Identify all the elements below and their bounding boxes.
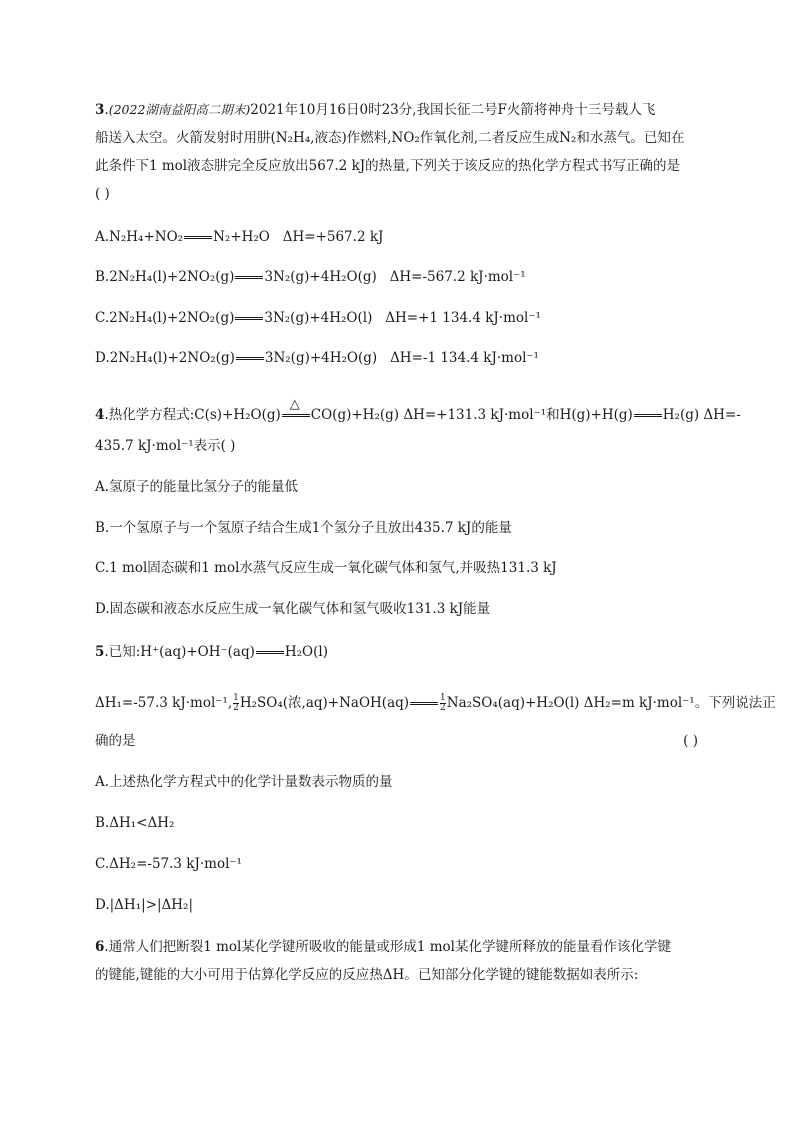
equals-sign-icon: [256, 651, 284, 654]
q3-option-b: [95, 268, 526, 286]
q5-line-2: [95, 694, 776, 713]
q3-option-d-dh: ΔH=-1 134.4 kJ·mol⁻¹: [390, 350, 539, 366]
q6-text-1: .通常人们把断裂1 mol某化学键所吸收的能量或形成1 mol某化学键所释放的能量看作该化学键: [104, 939, 671, 955]
q5-text-2a: ΔH₁=-57.3 kJ·mol⁻¹,: [95, 695, 233, 711]
q3-line-1: 3.(2022湖南益阳高二期末)2021年10月16日0时23分,我国长征二号F火箭将神舟十三号载人飞: [95, 102, 656, 118]
equals-sign-icon: [235, 276, 263, 279]
q4-option-d: D.固态碳和液态水反应生成一氧化碳气体和氢气吸收131.3 kJ能量: [95, 601, 491, 617]
q3-option-d-right: 3N₂(g)+4H₂O(g): [264, 350, 378, 366]
q3-line-3: 此条件下1 mol液态肼完全反应放出567.2 kJ的热量,下列关于该反应的热化学方程式书写正确的是: [95, 158, 680, 174]
q5-text-1b: H₂O(l): [284, 644, 328, 660]
q3-number: 3: [95, 102, 105, 118]
q4-text-1b: CO(g)+H₂(g) ΔH=+131.3 kJ·mol⁻¹和H(g)+H(g): [310, 407, 633, 423]
q3-option-c-left: C.2N₂H₄(l)+2NO₂(g): [95, 310, 235, 326]
q5-text-2b: H₂SO₄(浓,aq)+NaOH(aq): [239, 695, 410, 711]
equals-sign-icon: [184, 236, 212, 239]
q5-option-d: D.|ΔH₁|>|ΔH₂|: [95, 897, 194, 913]
q4-text-1a: .热化学方程式:C(s)+H₂O(g): [104, 407, 281, 423]
q3-option-b-dh: ΔH=-567.2 kJ·mol⁻¹: [389, 269, 526, 285]
q3-option-c-right: 3N₂(g)+4H₂O(l): [264, 310, 373, 326]
q3-option-b-left: B.2N₂H₄(l)+2NO₂(g): [95, 269, 235, 285]
q3-line-2: 船送入太空。火箭发射时用肼(N₂H₄,液态)作燃料,NO₂作氧化剂,二者反应生成N₂和水蒸气。已知在: [95, 130, 685, 146]
q3-option-a-right: N₂+H₂O: [213, 229, 270, 245]
q5-option-c: C.ΔH₂=-57.3 kJ·mol⁻¹: [95, 856, 242, 872]
fraction-half: $\frac{1}{2}$: [233, 693, 239, 713]
q5-line-3: [95, 732, 698, 750]
q3-source: (2022湖南益阳高二期末): [108, 102, 251, 117]
q3-option-d-left: D.2N₂H₄(l)+2NO₂(g): [95, 350, 235, 366]
q4-text-1c: H₂(g) ΔH=-: [662, 407, 741, 423]
q4-line-1: [95, 397, 741, 424]
q4-number: 4: [95, 407, 105, 423]
q4-line-2: 435.7 kJ·mol⁻¹表示( ): [95, 438, 236, 454]
q5-number: 5: [95, 644, 105, 660]
q5-option-b: B.ΔH₁<ΔH₂: [95, 815, 175, 831]
equals-sign-icon: [235, 317, 263, 320]
q5-text-3: 确的是: [95, 733, 136, 749]
q6-line-1: [95, 938, 671, 956]
equals-sign-icon: [410, 702, 438, 705]
q5-text-1a: .已知:H⁺(aq)+OH⁻(aq): [104, 644, 255, 660]
q3-option-c: [95, 309, 541, 327]
q3-text-1: 2021年10月16日0时23分,我国长征二号F火箭将神舟十三号载人飞: [250, 102, 656, 118]
heat-arrow-icon: [282, 397, 310, 417]
q3-option-c-dh: ΔH=+1 134.4 kJ·mol⁻¹: [385, 310, 541, 326]
q3-option-a: [95, 228, 383, 246]
q3-option-a-left: A.N₂H₄+NO₂: [95, 229, 184, 245]
delta-symbol: △: [289, 397, 300, 412]
q4-option-c: C.1 mol固态碳和1 mol水蒸气反应生成一氧化碳气体和氢气,并吸热131.3 kJ: [95, 560, 557, 576]
q3-option-d: [95, 349, 539, 367]
q5-text-2c: Na₂SO₄(aq)+H₂O(l) ΔH₂=m kJ·mol⁻¹。下列说法正: [446, 695, 776, 711]
q6-line-2: 的键能,键能的大小可用于估算化学反应的反应热ΔH。已知部分化学键的键能数据如表所示:: [95, 967, 639, 983]
q3-answer-paren: ( ): [95, 186, 110, 202]
fraction-half: $\frac{1}{2}$: [440, 693, 446, 713]
equals-sign-icon: [634, 414, 662, 417]
q5-option-a: A.上述热化学方程式中的化学计量数表示物质的量: [95, 774, 393, 790]
q4-option-b: B.一个氢原子与一个氢原子结合生成1个氢分子且放出435.7 kJ的能量: [95, 520, 512, 536]
q3-option-a-dh: ΔH=+567.2 kJ: [282, 229, 384, 245]
q3-option-b-right: 3N₂(g)+4H₂O(g): [264, 269, 377, 285]
q4-option-a: A.氢原子的能量比氢分子的能量低: [95, 479, 299, 495]
equals-sign-icon: [236, 357, 264, 360]
q5-line-1: [95, 643, 328, 661]
q6-number: 6: [95, 939, 105, 955]
q5-answer-paren: ( ): [683, 733, 698, 749]
